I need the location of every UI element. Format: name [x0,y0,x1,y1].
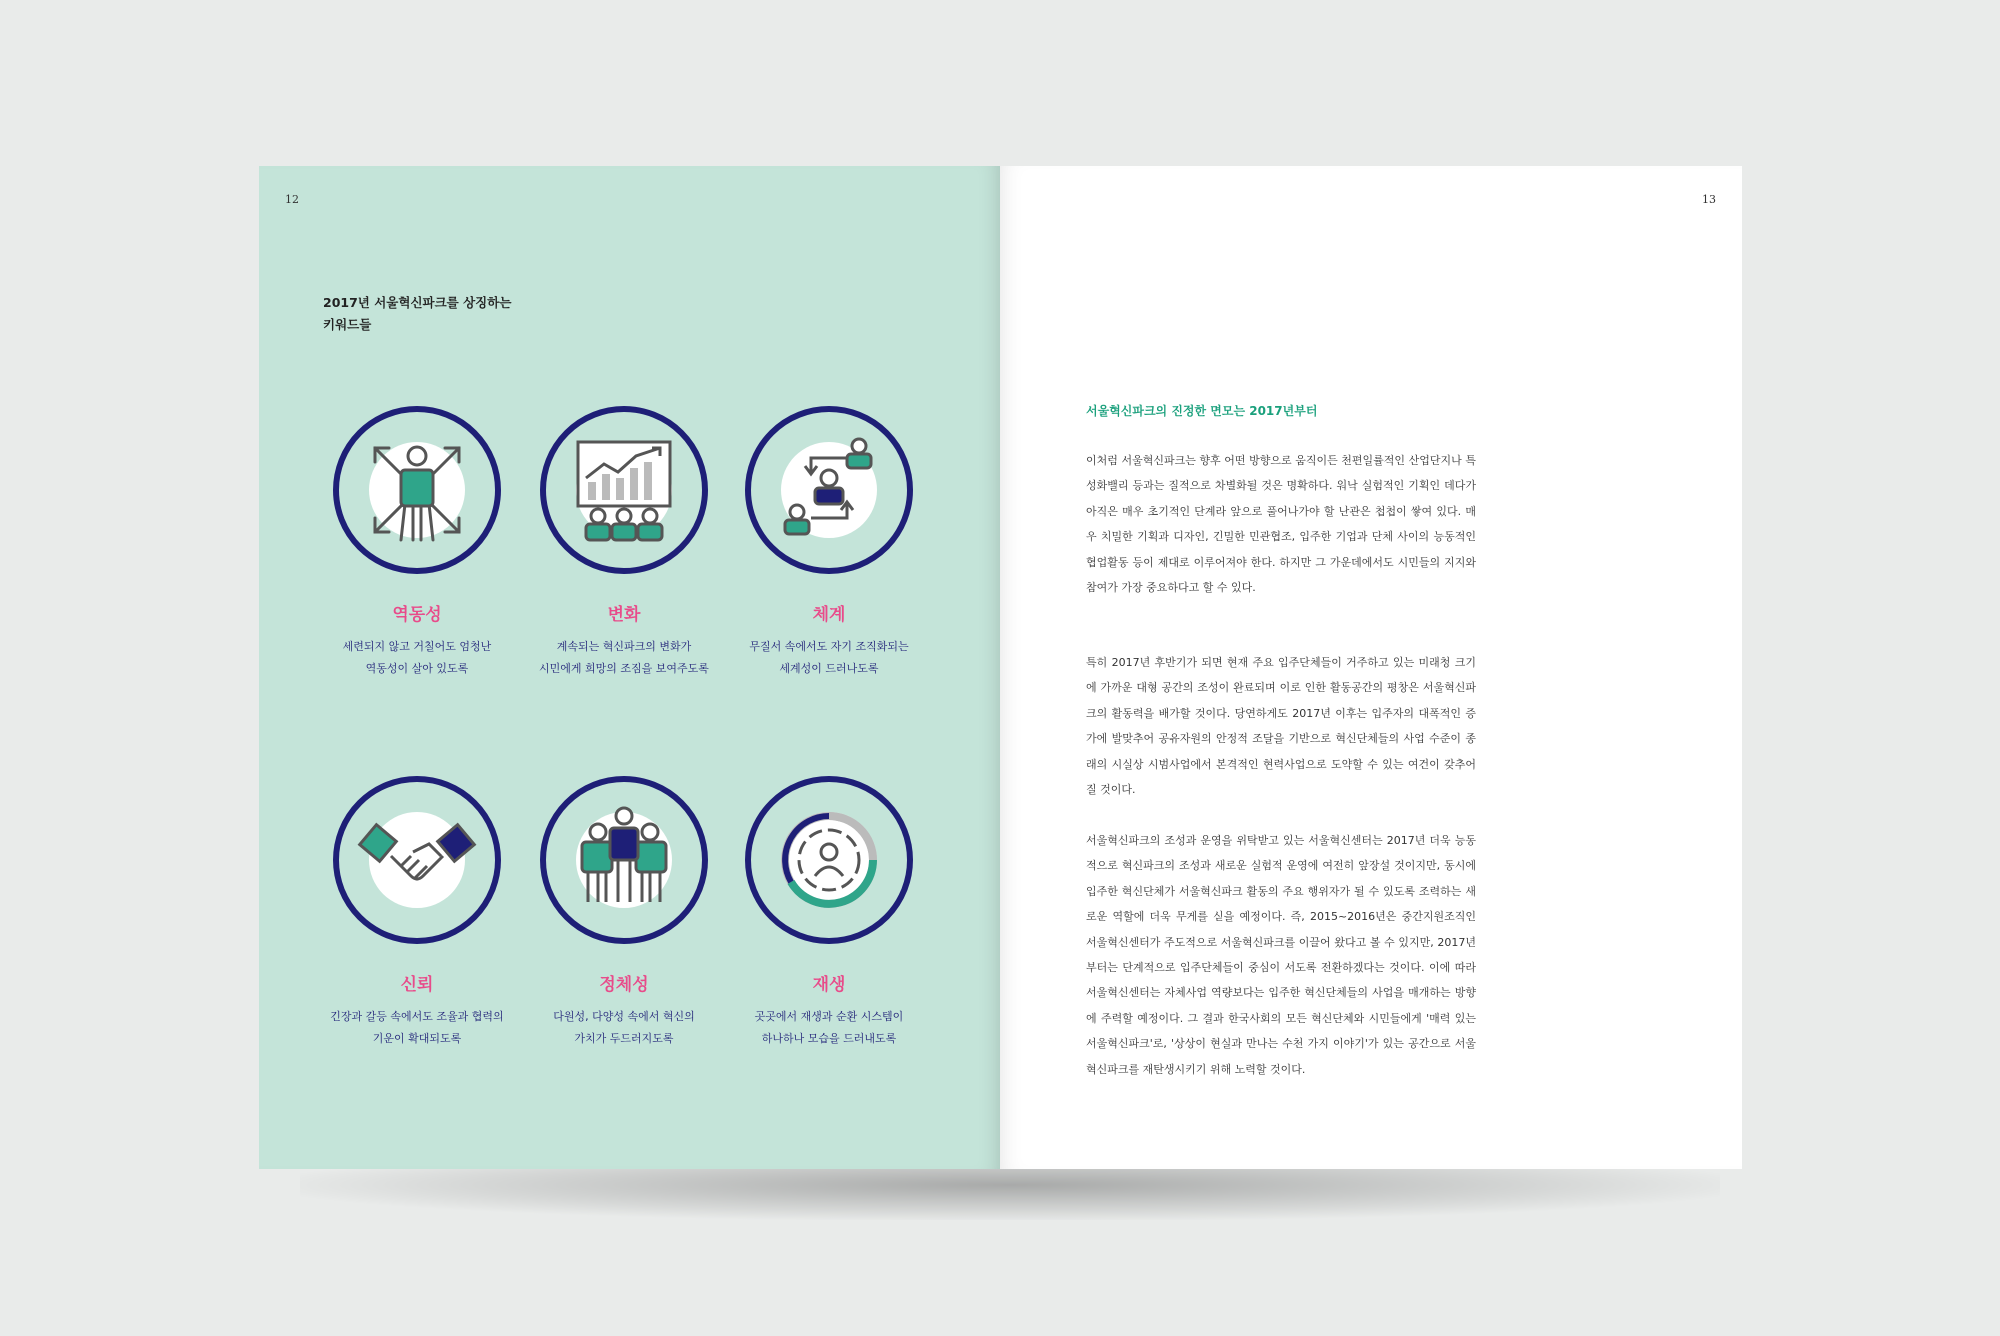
keyword-title: 역동성 [392,605,442,625]
keyword-description [317,1006,517,1050]
body-paragraph-3: 서울혁신파크의 조성과 운영을 위탁받고 있는 서울혁신센터는 2017년 더욱 능동적으로 혁신파크의 조성과 새로운 실험적 운영에 여전히 앞장설 것이지만, 동시에 입주한 혁신단체가 서울혁신파크 활동의 주요 행위자가 될 수 있도록 조력하는 새로운 역할에 더욱 무게를 싣을 예정이다. 즉, 2015~2016년은 중간지원조직인 서울혁신센터가 주도적으로 서울혁신파크를 이끌어 왔다고 볼 수 있지만, 2017년부터는 단계적으로 입주단체들이 중심이 서도록 전환하겠다는 것이다. 이에 따라 서울혁신센터는 자체사업 역량보다는 입주한 혁신단체들의 사업을 매개하는 방향에 주력할 예정이다. 그 결과 한국사회의 모든 혁신단체와 시민들에게 '매력 있는 서울혁신파크'로, '상상이 현실과 만나는 수천 가지 이야기'가 있는 공간으로 서울혁신파크를 재탄생시키기 위해 노력할 것이다. [1086,834,1476,1076]
person-arrows-icon [339,412,495,568]
circular-regeneration-icon [751,782,907,938]
keyword-circle [745,406,913,574]
team-group-icon [546,782,702,938]
organization-cycle-icon [751,412,907,568]
book-spread [259,166,1742,1169]
desc-line-1: 곳곳에서 재생과 순환 시스템이 [754,1010,904,1023]
desc-line-2: 역동성이 살아 있도록 [365,662,469,675]
keyword-description [524,636,724,680]
desc-line-1: 다원성, 다양성 속에서 혁신의 [553,1010,695,1023]
left-page [259,166,1000,1169]
keyword-title: 신뢰 [400,975,434,995]
keyword-title: 체계 [812,605,846,625]
keyword-description [729,1006,929,1050]
desc-line-1: 긴장과 갈등 속에서도 조율과 협력의 [330,1010,504,1023]
keyword-title: 변화 [607,605,641,625]
keyword-circle [333,776,501,944]
keyword-title: 정체성 [599,975,649,995]
keyword-circle [540,406,708,574]
desc-line-2: 시민에게 희망의 조짐을 보여주도록 [539,662,709,675]
growth-chart-audience-icon [546,412,702,568]
desc-line-2: 기운이 확대되도록 [372,1032,462,1045]
keyword-circle [333,406,501,574]
heading-line-1: 2017년 서울혁신파크를 상징하는 [323,295,512,310]
right-page [1000,166,1742,1169]
desc-line-2: 가치가 두드러지도록 [574,1032,674,1045]
keyword-description [317,636,517,680]
keywords-heading [323,292,583,336]
page-number-right: 13 [1702,193,1716,206]
desc-line-1: 세련되지 않고 거칠어도 엄청난 [342,640,492,653]
keyword-description [729,636,929,680]
heading-line-2: 키워드들 [323,317,372,332]
desc-line-1: 계속되는 혁신파크의 변화가 [556,640,692,653]
section-subtitle: 서울혁신파크의 진정한 면모는 2017년부터 [1086,404,1318,418]
page-number-left: 12 [285,193,299,206]
keyword-circle [745,776,913,944]
keyword-title: 재생 [812,975,846,995]
body-paragraph-2: 특히 2017년 후반기가 되면 현재 주요 입주단체들이 거주하고 있는 미래청 크기에 가까운 대형 공간의 조성이 완료되며 이로 인한 활동공간의 평창은 서울혁신파크의 활동력을 배가할 것이다. 당연하게도 2017년 이후는 입주자의 대폭적인 증가에 발맞추어 공유자원의 안정적 조달을 기반으로 혁신단체들의 사업 수준이 종래의 시실상 시범사업에서 본격적인 현력사업으로 도약할 수 있는 여건이 갖추어질 것이다. [1086,656,1476,797]
keyword-description [524,1006,724,1050]
desc-line-2: 하나하나 모습을 드러내도록 [761,1032,897,1045]
handshake-icon [339,782,495,938]
keyword-circle [540,776,708,944]
desc-line-2: 세계성이 드러나도록 [779,662,879,675]
desc-line-1: 무질서 속에서도 자기 조직화되는 [749,640,909,653]
body-paragraph-1: 이처럼 서울혁신파크는 향후 어떤 방향으로 움직이든 천편일률적인 산업단지나 특성화밸리 등과는 질적으로 차별화될 것은 명확하다. 워낙 실험적인 기획인 데다가 아직은 매우 초기적인 단계라 앞으로 풀어나가야 할 난관은 첩첩이 쌓여 있다. 매우 치밀한 기획과 디자인, 긴밀한 민관협조, 입주한 기업과 단체 사이의 능동적인 협업활동 등이 제대로 이루어져야 한다. 하지만 그 가운데에서도 시민들의 지지와 참여가 가장 중요하다고 할 수 있다. [1086,454,1476,595]
